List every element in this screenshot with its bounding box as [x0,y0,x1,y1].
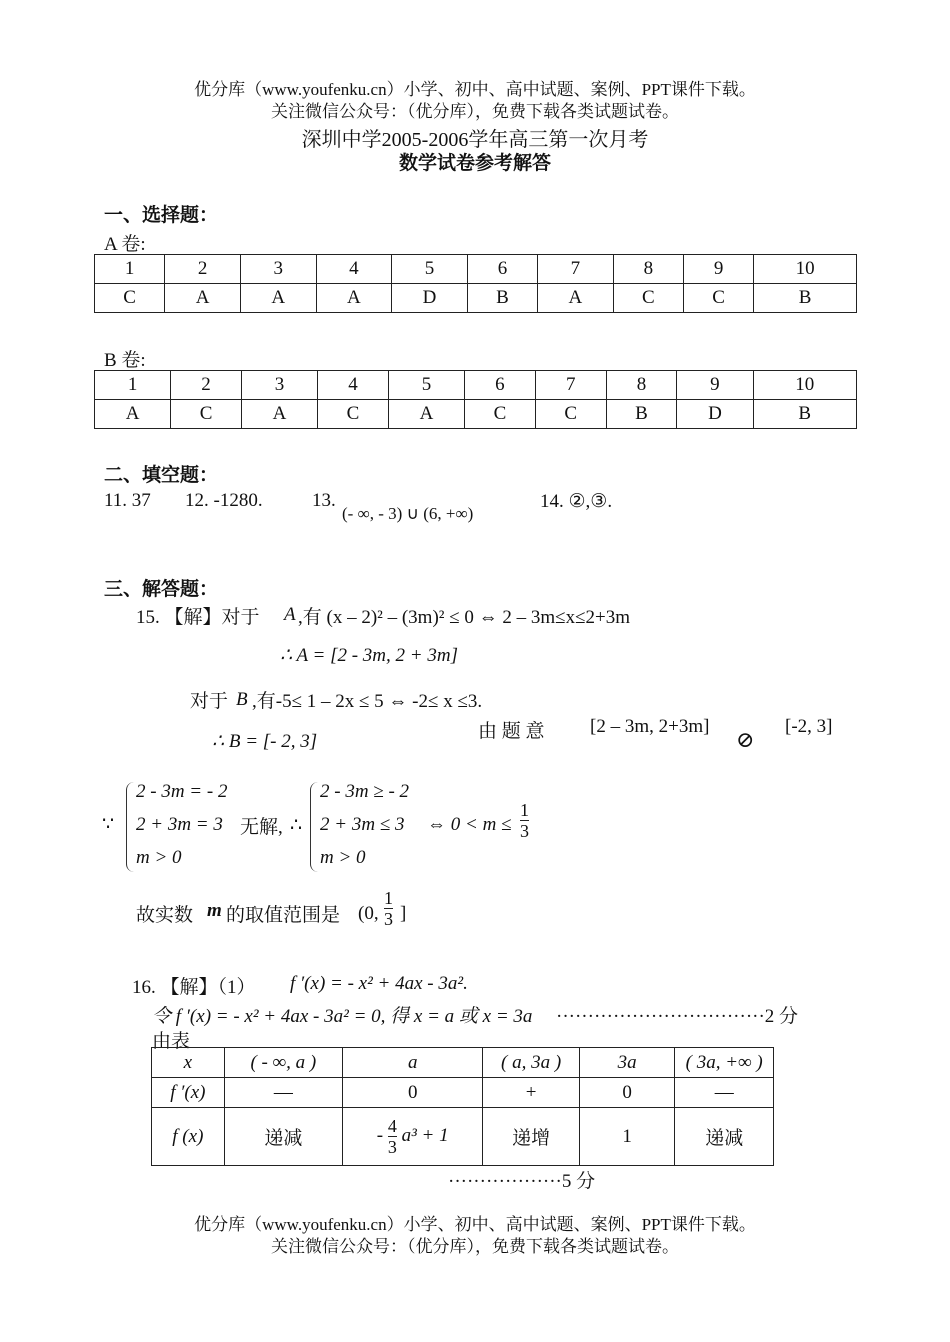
table-cell: C [613,284,683,313]
system-2-eq-3: m > 0 [320,847,366,868]
conclusion-open: (0, [358,903,379,924]
equivalent-range: ⇔ 0 < m ≤ [427,814,512,835]
table-cell: C [465,400,536,429]
answer-11: 11. 37 [104,490,151,511]
table-cell: A [165,284,241,313]
table-cell: C [171,400,242,429]
min-value-sign: - [376,1124,384,1146]
min-value-fraction [388,1116,397,1157]
table-cell: 6 [465,371,536,400]
left-brace-2 [310,782,319,872]
table-cell: D [392,284,468,313]
q16-let-statement: 令 f ′(x) = - x² + 4ax - 3a² = 0, 得 x = a 或 x = 3a [152,1006,533,1027]
table-cell: 2 [171,371,242,400]
table-cell: 8 [606,371,677,400]
q15-for-b: 对于 [190,691,229,712]
table-cell: 8 [613,255,683,284]
table-row [95,255,857,284]
table-cell: 6 [467,255,537,284]
answer-13-label: 13. [312,490,336,511]
proper-subset-icon: ⊘ [736,727,755,752]
fraction-denominator: 3 [387,1137,397,1157]
paper-a-label: A 卷: [104,234,146,255]
table-cell: C [95,284,165,313]
table-cell: A [95,400,171,429]
answer-14: 14. ②,③. [540,491,613,512]
table-cell: 1 [579,1108,675,1166]
table-row [95,284,857,313]
table-cell: 10 [754,255,857,284]
table-row [95,400,857,429]
table-cell: 2 [165,255,241,284]
score-marker-5: ··················5 分 [448,1171,596,1192]
q15-intro: 15. 【解】对于 [136,607,260,628]
table-cell: 4 [316,255,392,284]
table-cell: 递减 [675,1108,774,1166]
header-line-1: 优分库（www.youfenku.cn）小学、初中、高中试题、案例、PPT课件下载。 [194,80,756,99]
fraction-one-third [520,800,529,841]
q15-meaning: 由 题 意 [478,721,545,742]
score-marker-2: ·································2 分 [556,1006,799,1027]
fraction-denominator: 3 [520,821,529,841]
system-1-eq-2: 2 + 3m = 3 [136,814,223,835]
page-title: 深圳中学2005-2006学年高三第一次月考 [301,129,649,151]
therefore-symbol: ∴ [290,815,303,836]
table-row [152,1078,774,1108]
table-cell: + [483,1078,580,1108]
paper-a-answer-table [94,254,857,313]
q16-derivative: f ′(x) = - x² + 4ax - 3a². [290,973,468,994]
table-cell: A [538,284,614,313]
table-cell: ( - ∞, a ) [224,1048,342,1078]
from-table-text: 由表 [152,1031,191,1052]
conclusion-middle: 的取值范围是 [226,905,341,926]
footer-line-2: 关注微信公众号：（优分库），免费下载各类试题试卷。 [271,1237,679,1256]
table-cell: B [753,400,856,429]
table-cell: A [240,284,316,313]
paper-b-label: B 卷: [104,350,146,371]
table-cell: 0 [579,1078,675,1108]
q15-a-result: ∴ A = [2 - 3m, 2 + 3m] [280,645,458,666]
system-1-eq-1: 2 - 3m = - 2 [136,781,228,802]
table-row [95,371,857,400]
fraction-numerator: 4 [387,1116,397,1136]
answer-12: 12. -1280. [185,490,263,511]
table-cell: C [318,400,389,429]
table-cell: A [316,284,392,313]
table-cell: 3 [241,371,317,400]
conclusion-close: ] [400,903,407,924]
q15-meaning-expression: [2 – 3m, 2+3m] [590,716,710,737]
left-brace-1 [126,782,135,872]
because-symbol: ∵ [102,814,115,835]
conclusion-variable: m [207,900,222,921]
table-cell: A [241,400,317,429]
table-cell: — [224,1078,342,1108]
q15-set-b: B [236,689,248,710]
table-cell: C [684,284,754,313]
table-row [152,1048,774,1078]
table-cell: B [467,284,537,313]
q15-b-condition: ,有-5≤ 1 – 2x ≤ 5 ⇔ -2≤ x ≤3. [252,691,483,712]
table-cell: 3a [579,1048,675,1078]
table-cell: ( 3a, +∞ ) [675,1048,774,1078]
variation-table [151,1047,774,1166]
table-cell: 5 [392,255,468,284]
system-2-eq-2: 2 + 3m ≤ 3 [320,814,405,835]
table-cell: a [343,1048,483,1078]
no-solution-text: 无解, [240,817,283,838]
table-cell: 3 [240,255,316,284]
q15-set-a: A [284,604,296,625]
table-cell: 9 [677,371,753,400]
answer-13-expression: (- ∞, - 3) ∪ (6, +∞) [342,504,474,523]
table-cell: 7 [538,255,614,284]
conclusion-prefix: 故实数 [136,905,194,926]
fraction-denominator: 3 [384,909,393,929]
table-cell: A [388,400,464,429]
table-cell: ( a, 3a ) [483,1048,580,1078]
min-value-tail: a³ + 1 [401,1124,449,1146]
header-line-2: 关注微信公众号：（优分库），免费下载各类试题试卷。 [271,102,679,121]
table-row [152,1108,774,1166]
table-cell: B [754,284,857,313]
table-cell-local-min [343,1108,483,1166]
table-cell: 1 [95,255,165,284]
paper-b-answer-table [94,370,857,429]
table-cell: C [535,400,606,429]
table-cell: 递增 [483,1108,580,1166]
section-3-heading: 三、解答题： [104,578,219,600]
table-cell: 5 [388,371,464,400]
table-cell: 10 [753,371,856,400]
q15-meaning-right: [-2, 3] [785,716,833,737]
table-cell: B [606,400,677,429]
table-cell: x [152,1048,225,1078]
fraction-numerator: 1 [384,888,393,908]
table-cell: 1 [95,371,171,400]
conclusion-fraction [384,888,393,929]
table-cell: 7 [535,371,606,400]
q15-b-result: ∴ B = [- 2, 3] [212,731,318,752]
footer-line-1: 优分库（www.youfenku.cn）小学、初中、高中试题、案例、PPT课件下载。 [194,1215,756,1234]
page-subtitle: 数学试卷参考解答 [398,152,551,174]
section-1-heading: 一、选择题： [104,204,219,226]
table-cell: 9 [684,255,754,284]
system-2-eq-1: 2 - 3m ≥ - 2 [320,781,410,802]
table-cell: f (x) [152,1108,225,1166]
table-cell: D [677,400,753,429]
table-cell: 4 [318,371,389,400]
section-2-heading: 二、填空题： [104,464,219,486]
table-cell: f ′(x) [152,1078,225,1108]
q15-condition: ,有 (x – 2)² – (3m)² ≤ 0 ⇔ 2 – 3m≤x≤2+3m [298,607,631,628]
table-cell: 递减 [224,1108,342,1166]
table-cell: — [675,1078,774,1108]
table-cell: 0 [343,1078,483,1108]
q16-intro: 16. 【解】（1） [132,977,256,998]
system-1-eq-3: m > 0 [136,847,182,868]
fraction-numerator: 1 [520,800,529,820]
